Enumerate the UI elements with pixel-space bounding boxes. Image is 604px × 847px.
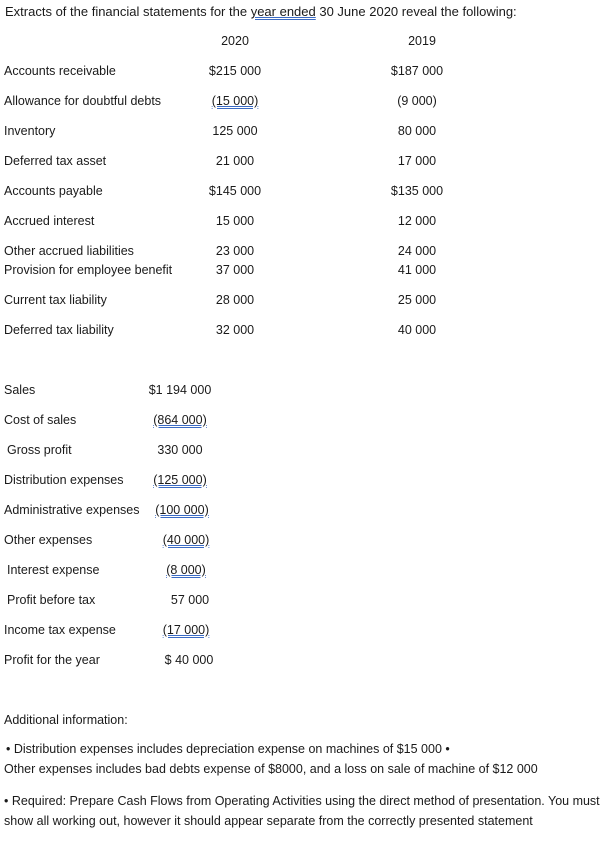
balance-value-2019: 41 000: [397, 263, 437, 277]
balance-value-2020: $145 000: [208, 184, 262, 198]
balance-value-2020: 125 000: [212, 124, 258, 138]
balance-label: Deferred tax liability: [4, 323, 114, 337]
balance-value-2020: 37 000: [215, 263, 255, 277]
pl-value: $1 194 000: [148, 383, 212, 397]
balance-label: Accounts receivable: [4, 64, 116, 78]
balance-value-2020: 32 000: [215, 323, 255, 337]
intro-underlined: year ended: [250, 4, 316, 19]
balance-label: Deferred tax asset: [4, 154, 107, 168]
pl-value: 57 000: [170, 593, 210, 607]
pl-value: $ 40 000: [164, 653, 214, 667]
intro-before: Extracts of the financial statements for the: [5, 4, 251, 19]
balance-value-2019: 24 000: [397, 244, 437, 258]
balance-value-2020: 28 000: [215, 293, 255, 307]
pl-label: Income tax expense: [4, 623, 116, 637]
pl-label: Profit for the year: [4, 653, 100, 667]
balance-value-2019: 80 000: [397, 124, 437, 138]
pl-label: Interest expense: [7, 563, 100, 577]
balance-label: Provision for employee benefit: [4, 263, 173, 277]
balance-label: Accrued interest: [4, 214, 95, 228]
pl-label: Gross profit: [7, 443, 72, 457]
balance-label: Current tax liability: [4, 293, 107, 307]
pl-value: (40 000): [162, 533, 210, 547]
balance-label: Other accrued liabilities: [4, 244, 134, 258]
balance-value-2019: $135 000: [390, 184, 444, 198]
year-header-2019: 2019: [408, 34, 436, 48]
balance-value-2020: 21 000: [215, 154, 255, 168]
balance-value-2019: 12 000: [397, 214, 437, 228]
pl-label: Profit before tax: [7, 593, 96, 607]
additional-line-2: Other expenses includes bad debts expense of $8000, and a loss on sale of machine of $12 000: [4, 762, 538, 776]
balance-value-2019: $187 000: [390, 64, 444, 78]
year-header-2020: 2020: [221, 34, 249, 48]
balance-value-2019: (9 000): [397, 94, 437, 108]
balance-value-2019: 17 000: [397, 154, 437, 168]
intro-sentence: [5, 4, 517, 19]
pl-label: Administrative expenses: [4, 503, 140, 517]
pl-value: 330 000: [157, 443, 203, 457]
pl-value: (17 000): [162, 623, 210, 637]
balance-label: Accounts payable: [4, 184, 103, 198]
additional-heading: Additional information:: [4, 713, 128, 727]
pl-label: Other expenses: [4, 533, 93, 547]
pl-value: (8 000): [166, 563, 206, 577]
pl-value: (125 000): [153, 473, 207, 487]
balance-value-2020: 23 000: [215, 244, 255, 258]
pl-label: Distribution expenses: [4, 473, 124, 487]
balance-label: Allowance for doubtful debts: [4, 94, 162, 108]
balance-value-2020: 15 000: [215, 214, 255, 228]
pl-value: (100 000): [155, 503, 209, 517]
intro-after: 30 June 2020 reveal the following:: [315, 4, 517, 19]
pl-value: (864 000): [153, 413, 207, 427]
balance-label: Inventory: [4, 124, 56, 138]
required-paragraph: • Required: Prepare Cash Flows from Operating Activities using the direct method of presentation. You must show all working out, however it should appear separate from the correctly presented statement: [4, 794, 600, 828]
additional-line-1: • Distribution expenses includes depreciation expense on machines of $15 000 •: [6, 742, 450, 756]
balance-value-2020: (15 000): [211, 94, 259, 108]
pl-label: Cost of sales: [4, 413, 77, 427]
balance-value-2020: $215 000: [208, 64, 262, 78]
pl-label: Sales: [4, 383, 36, 397]
balance-value-2019: 40 000: [397, 323, 437, 337]
balance-value-2019: 25 000: [397, 293, 437, 307]
